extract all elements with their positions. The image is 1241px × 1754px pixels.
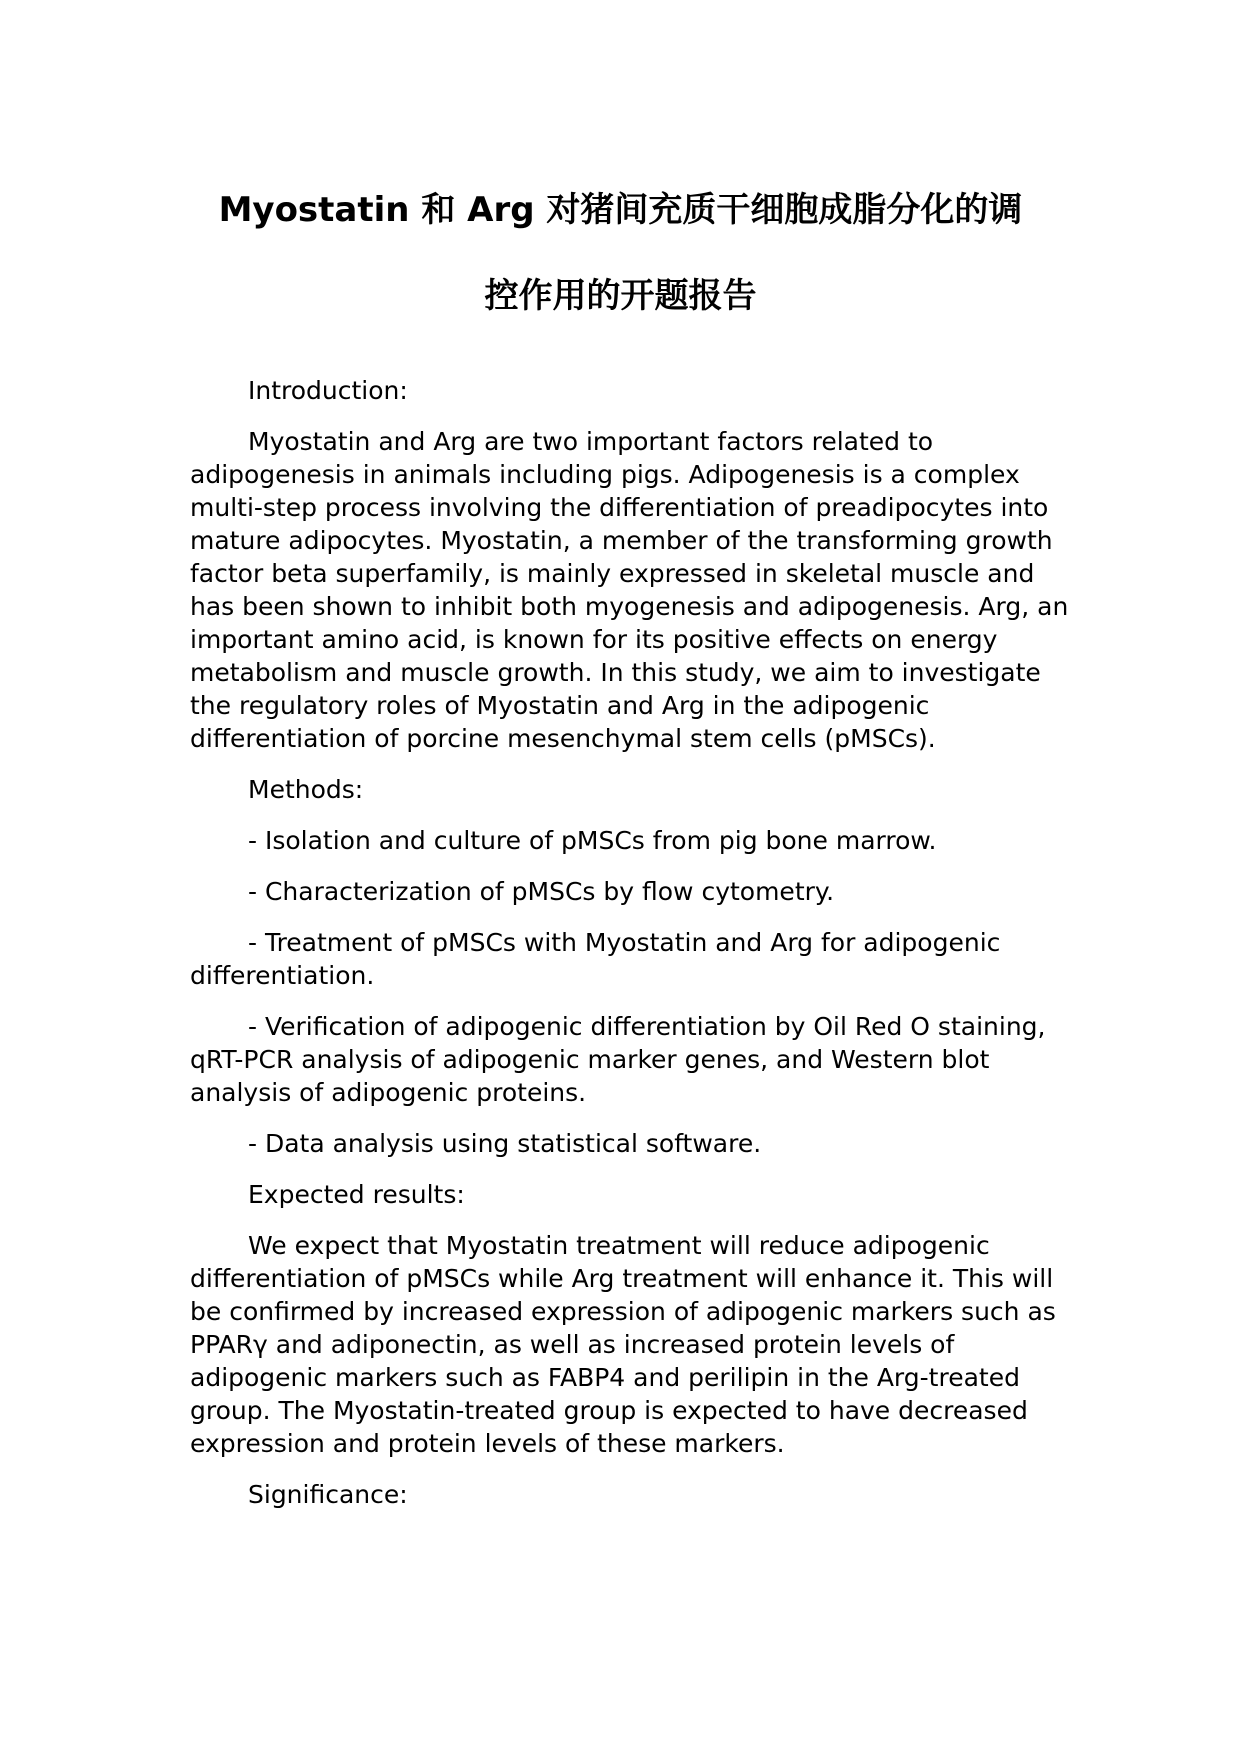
method-item-1: - Isolation and culture of pMSCs from pig bone marrow.	[248, 826, 937, 855]
heading-expected-results: Expected results:	[248, 1180, 465, 1209]
method-item-3: - Treatment of pMSCs with Myostatin and Arg for adipogenic differentiation.	[190, 928, 1001, 990]
method-item-5: - Data analysis using statistical software.	[248, 1129, 762, 1158]
document-title-line-2: 控作用的开题报告	[484, 276, 757, 316]
document-title-line-1: Myostatin 和 Arg 对猪间充质干细胞成脂分化的调	[218, 190, 1023, 230]
heading-methods: Methods:	[248, 775, 364, 804]
paragraph-introduction: Myostatin and Arg are two important factors related to adipogenesis in animals including pigs. Adipogenesis is a complex multi-step process involving the differentiation of preadipocytes into mature adipocytes. Myostatin, a member of the transforming growth factor beta superfamily, is mainly expressed in skeletal muscle and has been shown to inhibit both myogenesis and adipogenesis. Arg, an important amino acid, is known for its positive effects on energy metabolism and muscle growth. In this study, we aim to investigate the regulatory roles of Myostatin and Arg in the adipogenic differentiation of porcine mesenchymal stem cells (pMSCs).	[190, 427, 1069, 753]
document-body	[190, 374, 1070, 1529]
method-item-4: - Verification of adipogenic differentiation by Oil Red O staining, qRT-PCR analysis of adipogenic marker genes, and Western blot analysis of adipogenic proteins.	[190, 1012, 1046, 1107]
heading-introduction: Introduction:	[248, 376, 408, 405]
heading-significance: Significance:	[248, 1480, 408, 1509]
method-item-2: - Characterization of pMSCs by flow cytometry.	[248, 877, 835, 906]
paragraph-expected-results: We expect that Myostatin treatment will reduce adipogenic differentiation of pMSCs while Arg treatment will enhance it. This will be confirmed by increased expression of adipogenic markers such as PPARγ and adiponectin, as well as increased protein levels of adipogenic markers such as FABP4 and perilipin in the Arg-treated group. The Myostatin-treated group is expected to have decreased expression and protein levels of these markers.	[190, 1231, 1056, 1458]
